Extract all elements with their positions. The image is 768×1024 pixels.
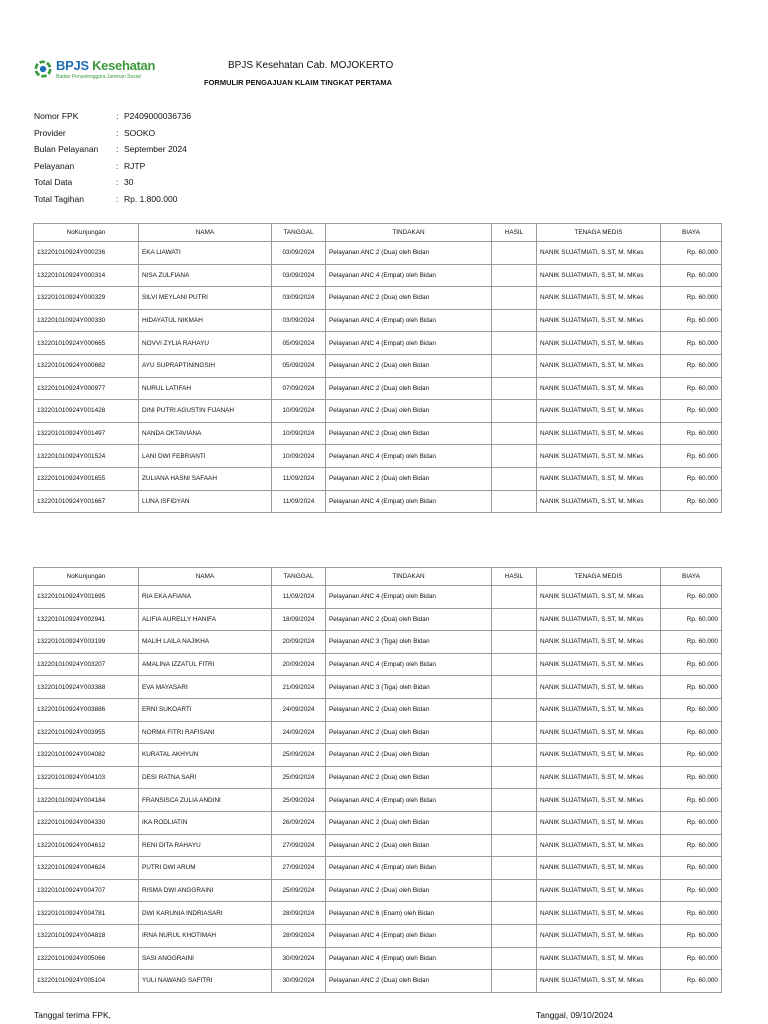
procedure-cell: Pelayanan ANC 2 (Dua) oleh Bidan — [326, 242, 492, 265]
result-cell — [492, 445, 537, 468]
column-header: TANGGAL — [272, 568, 326, 586]
table-row — [34, 924, 722, 947]
name-cell: LUNA ISFIDYAN — [139, 490, 272, 513]
table-row — [34, 676, 722, 699]
cost-cell: Rp. 60.000 — [661, 947, 722, 970]
procedure-cell: Pelayanan ANC 2 (Dua) oleh Bidan — [326, 766, 492, 789]
procedure-cell: Pelayanan ANC 2 (Dua) oleh Bidan — [326, 744, 492, 767]
medical-staff-cell: NANIK SUJATMIATI, S.ST, M. MKes — [537, 445, 661, 468]
result-cell — [492, 970, 537, 993]
date-cell: 30/09/2024 — [272, 970, 326, 993]
document-date: Tanggal, 09/10/2024 — [536, 1010, 614, 1020]
procedure-cell: Pelayanan ANC 2 (Dua) oleh Bidan — [326, 377, 492, 400]
info-value: SOOKO — [124, 127, 156, 138]
table-row — [34, 811, 722, 834]
table-row — [34, 586, 722, 609]
info-label: Total Data — [34, 177, 73, 187]
column-header: TENAGA MEDIS — [537, 224, 661, 242]
medical-staff-cell: NANIK SUJATMIATI, S.ST, M. MKes — [537, 676, 661, 699]
medical-staff-cell: NANIK SUJATMIATI, S.ST, M. MKes — [537, 467, 661, 490]
medical-staff-cell: NANIK SUJATMIATI, S.ST, M. MKes — [537, 857, 661, 880]
procedure-cell: Pelayanan ANC 4 (Empat) oleh Bidan — [326, 445, 492, 468]
cost-cell: Rp. 60.000 — [661, 924, 722, 947]
info-row — [34, 125, 191, 142]
table-row — [34, 354, 722, 377]
info-value: Rp. 1.800.000 — [124, 193, 178, 204]
column-header: HASIL — [492, 224, 537, 242]
medical-staff-cell: NANIK SUJATMIATI, S.ST, M. MKes — [537, 242, 661, 265]
date-cell: 03/09/2024 — [272, 287, 326, 310]
date-cell: 05/09/2024 — [272, 354, 326, 377]
date-cell: 03/09/2024 — [272, 309, 326, 332]
visit-number-cell: 132201010924Y005066 — [34, 947, 139, 970]
name-cell: ERNI SUKOARTI — [139, 698, 272, 721]
medical-staff-cell: NANIK SUJATMIATI, S.ST, M. MKes — [537, 309, 661, 332]
cost-cell: Rp. 60.000 — [661, 879, 722, 902]
result-cell — [492, 586, 537, 609]
cost-cell: Rp. 60.000 — [661, 445, 722, 468]
visit-number-cell: 132201010924Y004707 — [34, 879, 139, 902]
cost-cell: Rp. 60.000 — [661, 309, 722, 332]
name-cell: SASI ANGGRAINI — [139, 947, 272, 970]
visit-number-cell: 132201010924Y003207 — [34, 653, 139, 676]
name-cell: NOVVI ZYLIA RAHAYU — [139, 332, 272, 355]
result-cell — [492, 834, 537, 857]
medical-staff-cell: NANIK SUJATMIATI, S.ST, M. MKes — [537, 789, 661, 812]
visit-number-cell: 132201010924Y001428 — [34, 400, 139, 423]
visit-number-cell: 132201010924Y004330 — [34, 811, 139, 834]
cost-cell: Rp. 60.000 — [661, 264, 722, 287]
medical-staff-cell: NANIK SUJATMIATI, S.ST, M. MKes — [537, 332, 661, 355]
table-row — [34, 766, 722, 789]
procedure-cell: Pelayanan ANC 2 (Dua) oleh Bidan — [326, 811, 492, 834]
result-cell — [492, 490, 537, 513]
info-row — [34, 158, 191, 175]
date-cell: 27/09/2024 — [272, 834, 326, 857]
visit-number-cell: 132201010924Y003886 — [34, 698, 139, 721]
date-cell: 07/09/2024 — [272, 377, 326, 400]
name-cell: NURUL LATIFAH — [139, 377, 272, 400]
medical-staff-cell: NANIK SUJATMIATI, S.ST, M. MKes — [537, 811, 661, 834]
table-row — [34, 400, 722, 423]
date-cell: 28/09/2024 — [272, 902, 326, 925]
visit-number-cell: 132201010924Y001524 — [34, 445, 139, 468]
result-cell — [492, 400, 537, 423]
cost-cell: Rp. 60.000 — [661, 653, 722, 676]
claims-table-1 — [33, 223, 722, 513]
result-cell — [492, 287, 537, 310]
cost-cell: Rp. 60.000 — [661, 676, 722, 699]
medical-staff-cell: NANIK SUJATMIATI, S.ST, M. MKes — [537, 586, 661, 609]
table-row — [34, 422, 722, 445]
procedure-cell: Pelayanan ANC 3 (Tiga) oleh Bidan — [326, 631, 492, 654]
table-header-row — [34, 568, 722, 586]
result-cell — [492, 676, 537, 699]
procedure-cell: Pelayanan ANC 6 (Enam) oleh Bidan — [326, 902, 492, 925]
table-row — [34, 653, 722, 676]
procedure-cell: Pelayanan ANC 4 (Empat) oleh Bidan — [326, 490, 492, 513]
column-header: NAMA — [139, 568, 272, 586]
cost-cell: Rp. 60.000 — [661, 789, 722, 812]
date-cell: 11/09/2024 — [272, 586, 326, 609]
name-cell: DWI KARUNIA INDRIASARI — [139, 902, 272, 925]
info-separator: : — [116, 193, 119, 204]
cost-cell: Rp. 60.000 — [661, 834, 722, 857]
logo-wordmark: BPJS Kesehatan — [56, 58, 156, 73]
visit-number-cell: 132201010924Y004781 — [34, 902, 139, 925]
name-cell: RISMA DWI ANGGRAINI — [139, 879, 272, 902]
result-cell — [492, 264, 537, 287]
date-cell: 10/09/2024 — [272, 422, 326, 445]
name-cell: DINI PUTRI AGUSTIN FIJANAH — [139, 400, 272, 423]
cost-cell: Rp. 60.000 — [661, 422, 722, 445]
received-date-label: Tanggal terima FPK, — [34, 1010, 112, 1020]
info-label: Pelayanan — [34, 160, 75, 171]
date-cell: 18/09/2024 — [272, 608, 326, 631]
medical-staff-cell: NANIK SUJATMIATI, S.ST, M. MKes — [537, 947, 661, 970]
column-header: BIAYA — [661, 568, 722, 586]
info-row — [34, 191, 191, 208]
column-header: TINDAKAN — [326, 224, 492, 242]
visit-number-cell: 132201010924Y000330 — [34, 309, 139, 332]
procedure-cell: Pelayanan ANC 2 (Dua) oleh Bidan — [326, 400, 492, 423]
table-row — [34, 970, 722, 993]
procedure-cell: Pelayanan ANC 4 (Empat) oleh Bidan — [326, 309, 492, 332]
visit-number-cell: 132201010924Y003388 — [34, 676, 139, 699]
name-cell: NANDA OKTAVIANA — [139, 422, 272, 445]
form-title: FORMULIR PENGAJUAN KLAIM TINGKAT PERTAMA — [204, 78, 393, 87]
result-cell — [492, 879, 537, 902]
info-label: Total Tagihan — [34, 193, 84, 204]
medical-staff-cell: NANIK SUJATMIATI, S.ST, M. MKes — [537, 902, 661, 925]
cost-cell: Rp. 60.000 — [661, 721, 722, 744]
procedure-cell: Pelayanan ANC 2 (Dua) oleh Bidan — [326, 879, 492, 902]
date-cell: 30/09/2024 — [272, 947, 326, 970]
result-cell — [492, 309, 537, 332]
cost-cell: Rp. 60.000 — [661, 698, 722, 721]
table-row — [34, 377, 722, 400]
result-cell — [492, 332, 537, 355]
table-row — [34, 631, 722, 654]
name-cell: RIA EKA AFIANA — [139, 586, 272, 609]
medical-staff-cell: NANIK SUJATMIATI, S.ST, M. MKes — [537, 924, 661, 947]
column-header: TENAGA MEDIS — [537, 568, 661, 586]
name-cell: MALIH LAILA NAJIKHA — [139, 631, 272, 654]
table-row — [34, 947, 722, 970]
procedure-cell: Pelayanan ANC 4 (Empat) oleh Bidan — [326, 653, 492, 676]
date-cell: 25/09/2024 — [272, 744, 326, 767]
procedure-cell: Pelayanan ANC 4 (Empat) oleh Bidan — [326, 789, 492, 812]
name-cell: AYU SUPRAPTININGSIH — [139, 354, 272, 377]
result-cell — [492, 902, 537, 925]
date-cell: 10/09/2024 — [272, 445, 326, 468]
table-row — [34, 834, 722, 857]
procedure-cell: Pelayanan ANC 2 (Dua) oleh Bidan — [326, 354, 492, 377]
visit-number-cell: 132201010924Y004103 — [34, 766, 139, 789]
cost-cell: Rp. 60.000 — [661, 902, 722, 925]
result-cell — [492, 857, 537, 880]
cost-cell: Rp. 60.000 — [661, 377, 722, 400]
date-cell: 11/09/2024 — [272, 490, 326, 513]
cost-cell: Rp. 60.000 — [661, 970, 722, 993]
column-header: BIAYA — [661, 224, 722, 242]
procedure-cell: Pelayanan ANC 2 (Dua) oleh Bidan — [326, 608, 492, 631]
cost-cell: Rp. 60.000 — [661, 857, 722, 880]
table-row — [34, 902, 722, 925]
visit-number-cell: 132201010924Y004082 — [34, 744, 139, 767]
procedure-cell: Pelayanan ANC 2 (Dua) oleh Bidan — [326, 970, 492, 993]
result-cell — [492, 924, 537, 947]
visit-number-cell: 132201010924Y000329 — [34, 287, 139, 310]
result-cell — [492, 377, 537, 400]
procedure-cell: Pelayanan ANC 2 (Dua) oleh Bidan — [326, 721, 492, 744]
visit-number-cell: 132201010924Y002941 — [34, 608, 139, 631]
name-cell: HIDAYATUL NIKMAH — [139, 309, 272, 332]
info-value: RJTP — [124, 160, 146, 171]
info-separator: : — [116, 160, 119, 171]
visit-number-cell: 132201010924Y001695 — [34, 586, 139, 609]
date-cell: 05/09/2024 — [272, 332, 326, 355]
date-cell: 25/09/2024 — [272, 879, 326, 902]
result-cell — [492, 467, 537, 490]
visit-number-cell: 132201010924Y004624 — [34, 857, 139, 880]
result-cell — [492, 947, 537, 970]
info-separator: : — [116, 111, 119, 121]
name-cell: ZULIANA HASNI SAFAAH — [139, 467, 272, 490]
info-label: Bulan Pelayanan — [34, 144, 99, 154]
info-value: 30 — [124, 177, 134, 187]
name-cell: FRANSISCA ZULIA ANDINI — [139, 789, 272, 812]
medical-staff-cell: NANIK SUJATMIATI, S.ST, M. MKes — [537, 264, 661, 287]
result-cell — [492, 422, 537, 445]
visit-number-cell: 132201010924Y000236 — [34, 242, 139, 265]
date-cell: 25/09/2024 — [272, 789, 326, 812]
table-row — [34, 789, 722, 812]
medical-staff-cell: NANIK SUJATMIATI, S.ST, M. MKes — [537, 287, 661, 310]
name-cell: DESI RATNA SARI — [139, 766, 272, 789]
table-row — [34, 264, 722, 287]
visit-number-cell: 132201010924Y004612 — [34, 834, 139, 857]
medical-staff-cell: NANIK SUJATMIATI, S.ST, M. MKes — [537, 653, 661, 676]
result-cell — [492, 721, 537, 744]
date-cell: 03/09/2024 — [272, 242, 326, 265]
name-cell: KURATAL AKHYUN — [139, 744, 272, 767]
name-cell: ALIFIA AURELLY HANIFA — [139, 608, 272, 631]
medical-staff-cell: NANIK SUJATMIATI, S.ST, M. MKes — [537, 744, 661, 767]
cost-cell: Rp. 60.000 — [661, 631, 722, 654]
procedure-cell: Pelayanan ANC 4 (Empat) oleh Bidan — [326, 924, 492, 947]
table-row — [34, 242, 722, 265]
medical-staff-cell: NANIK SUJATMIATI, S.ST, M. MKes — [537, 834, 661, 857]
date-cell: 11/09/2024 — [272, 467, 326, 490]
info-label: Nomor FPK — [34, 111, 79, 121]
result-cell — [492, 789, 537, 812]
table-row — [34, 332, 722, 355]
visit-number-cell: 132201010924Y003199 — [34, 631, 139, 654]
cost-cell: Rp. 60.000 — [661, 766, 722, 789]
info-label: Provider — [34, 127, 66, 138]
info-row — [34, 174, 191, 191]
result-cell — [492, 242, 537, 265]
name-cell: EKA LIAWATI — [139, 242, 272, 265]
procedure-cell: Pelayanan ANC 4 (Empat) oleh Bidan — [326, 332, 492, 355]
visit-number-cell: 132201010924Y000977 — [34, 377, 139, 400]
result-cell — [492, 631, 537, 654]
result-cell — [492, 811, 537, 834]
office-name: BPJS Kesehatan Cab. MOJOKERTO — [228, 60, 394, 71]
visit-number-cell: 132201010924Y004818 — [34, 924, 139, 947]
logo-tagline: Badan Penyelenggara Jaminan Sosial — [56, 74, 141, 80]
name-cell: AMALINA IZZATUL FITRI — [139, 653, 272, 676]
table-row — [34, 445, 722, 468]
table-row — [34, 309, 722, 332]
procedure-cell: Pelayanan ANC 4 (Empat) oleh Bidan — [326, 586, 492, 609]
column-header: NAMA — [139, 224, 272, 242]
medical-staff-cell: NANIK SUJATMIATI, S.ST, M. MKes — [537, 422, 661, 445]
cost-cell: Rp. 60.000 — [661, 332, 722, 355]
column-header: TINDAKAN — [326, 568, 492, 586]
info-row — [34, 108, 191, 125]
name-cell: EVA MAYASARI — [139, 676, 272, 699]
date-cell: 24/09/2024 — [272, 721, 326, 744]
visit-number-cell: 132201010924Y000314 — [34, 264, 139, 287]
table-row — [34, 879, 722, 902]
info-separator: : — [116, 127, 119, 138]
name-cell: PUTRI DWI ARUM — [139, 857, 272, 880]
result-cell — [492, 744, 537, 767]
cost-cell: Rp. 60.000 — [661, 608, 722, 631]
medical-staff-cell: NANIK SUJATMIATI, S.ST, M. MKes — [537, 721, 661, 744]
result-cell — [492, 698, 537, 721]
date-cell: 20/09/2024 — [272, 631, 326, 654]
table-row — [34, 490, 722, 513]
date-cell: 27/09/2024 — [272, 857, 326, 880]
cost-cell: Rp. 60.000 — [661, 467, 722, 490]
procedure-cell: Pelayanan ANC 4 (Empat) oleh Bidan — [326, 264, 492, 287]
column-header: NoKunjungan — [34, 224, 139, 242]
info-row — [34, 141, 191, 158]
result-cell — [492, 354, 537, 377]
info-separator: : — [116, 177, 119, 187]
name-cell: YULI NAWANG SAFITRI — [139, 970, 272, 993]
procedure-cell: Pelayanan ANC 2 (Dua) oleh Bidan — [326, 287, 492, 310]
cost-cell: Rp. 60.000 — [661, 400, 722, 423]
medical-staff-cell: NANIK SUJATMIATI, S.ST, M. MKes — [537, 970, 661, 993]
bpjs-logo-icon — [34, 60, 52, 78]
result-cell — [492, 653, 537, 676]
date-cell: 03/09/2024 — [272, 264, 326, 287]
procedure-cell: Pelayanan ANC 2 (Dua) oleh Bidan — [326, 834, 492, 857]
procedure-cell: Pelayanan ANC 2 (Dua) oleh Bidan — [326, 698, 492, 721]
visit-number-cell: 132201010924Y003955 — [34, 721, 139, 744]
table-row — [34, 608, 722, 631]
medical-staff-cell: NANIK SUJATMIATI, S.ST, M. MKes — [537, 698, 661, 721]
medical-staff-cell: NANIK SUJATMIATI, S.ST, M. MKes — [537, 608, 661, 631]
visit-number-cell: 132201010924Y004184 — [34, 789, 139, 812]
name-cell: LANI DWI FEBRIANTI — [139, 445, 272, 468]
bpjs-logo — [34, 58, 184, 86]
table-row — [34, 744, 722, 767]
procedure-cell: Pelayanan ANC 3 (Tiga) oleh Bidan — [326, 676, 492, 699]
medical-staff-cell: NANIK SUJATMIATI, S.ST, M. MKes — [537, 354, 661, 377]
claims-table-2 — [33, 567, 722, 993]
cost-cell: Rp. 60.000 — [661, 242, 722, 265]
cost-cell: Rp. 60.000 — [661, 811, 722, 834]
column-header: TANGGAL — [272, 224, 326, 242]
table-header-row — [34, 224, 722, 242]
claim-info — [34, 108, 191, 207]
procedure-cell: Pelayanan ANC 4 (Empat) oleh Bidan — [326, 947, 492, 970]
cost-cell: Rp. 60.000 — [661, 490, 722, 513]
cost-cell: Rp. 60.000 — [661, 586, 722, 609]
medical-staff-cell: NANIK SUJATMIATI, S.ST, M. MKes — [537, 766, 661, 789]
date-cell: 25/09/2024 — [272, 766, 326, 789]
cost-cell: Rp. 60.000 — [661, 354, 722, 377]
medical-staff-cell: NANIK SUJATMIATI, S.ST, M. MKes — [537, 400, 661, 423]
cost-cell: Rp. 60.000 — [661, 287, 722, 310]
medical-staff-cell: NANIK SUJATMIATI, S.ST, M. MKes — [537, 879, 661, 902]
info-value: September 2024 — [124, 144, 187, 154]
column-header: NoKunjungan — [34, 568, 139, 586]
name-cell: SILVI MEYLANI PUTRI — [139, 287, 272, 310]
name-cell: RENI DITA RAHAYU — [139, 834, 272, 857]
visit-number-cell: 132201010924Y001655 — [34, 467, 139, 490]
visit-number-cell: 132201010924Y005104 — [34, 970, 139, 993]
result-cell — [492, 608, 537, 631]
medical-staff-cell: NANIK SUJATMIATI, S.ST, M. MKes — [537, 490, 661, 513]
cost-cell: Rp. 60.000 — [661, 744, 722, 767]
date-cell: 10/09/2024 — [272, 400, 326, 423]
visit-number-cell: 132201010924Y001497 — [34, 422, 139, 445]
table-row — [34, 287, 722, 310]
date-cell: 24/09/2024 — [272, 698, 326, 721]
table-row — [34, 857, 722, 880]
name-cell: NISA ZULFIANA — [139, 264, 272, 287]
medical-staff-cell: NANIK SUJATMIATI, S.ST, M. MKes — [537, 377, 661, 400]
column-header: HASIL — [492, 568, 537, 586]
name-cell: IKA RODLIATIN — [139, 811, 272, 834]
visit-number-cell: 132201010924Y000682 — [34, 354, 139, 377]
table-row — [34, 467, 722, 490]
medical-staff-cell: NANIK SUJATMIATI, S.ST, M. MKes — [537, 631, 661, 654]
name-cell: NORMA FITRI RAFISANI — [139, 721, 272, 744]
procedure-cell: Pelayanan ANC 2 (Dua) oleh Bidan — [326, 422, 492, 445]
table-row — [34, 698, 722, 721]
name-cell: IRNA NURUL KHOTIMAH — [139, 924, 272, 947]
visit-number-cell: 132201010924Y001667 — [34, 490, 139, 513]
date-cell: 20/09/2024 — [272, 653, 326, 676]
procedure-cell: Pelayanan ANC 2 (Dua) oleh Bidan — [326, 467, 492, 490]
procedure-cell: Pelayanan ANC 4 (Empat) oleh Bidan — [326, 857, 492, 880]
date-cell: 21/09/2024 — [272, 676, 326, 699]
table-row — [34, 721, 722, 744]
info-value: P2409000036736 — [124, 111, 192, 121]
result-cell — [492, 766, 537, 789]
date-cell: 26/09/2024 — [272, 811, 326, 834]
date-cell: 28/09/2024 — [272, 924, 326, 947]
info-separator: : — [116, 144, 119, 154]
visit-number-cell: 132201010924Y000665 — [34, 332, 139, 355]
